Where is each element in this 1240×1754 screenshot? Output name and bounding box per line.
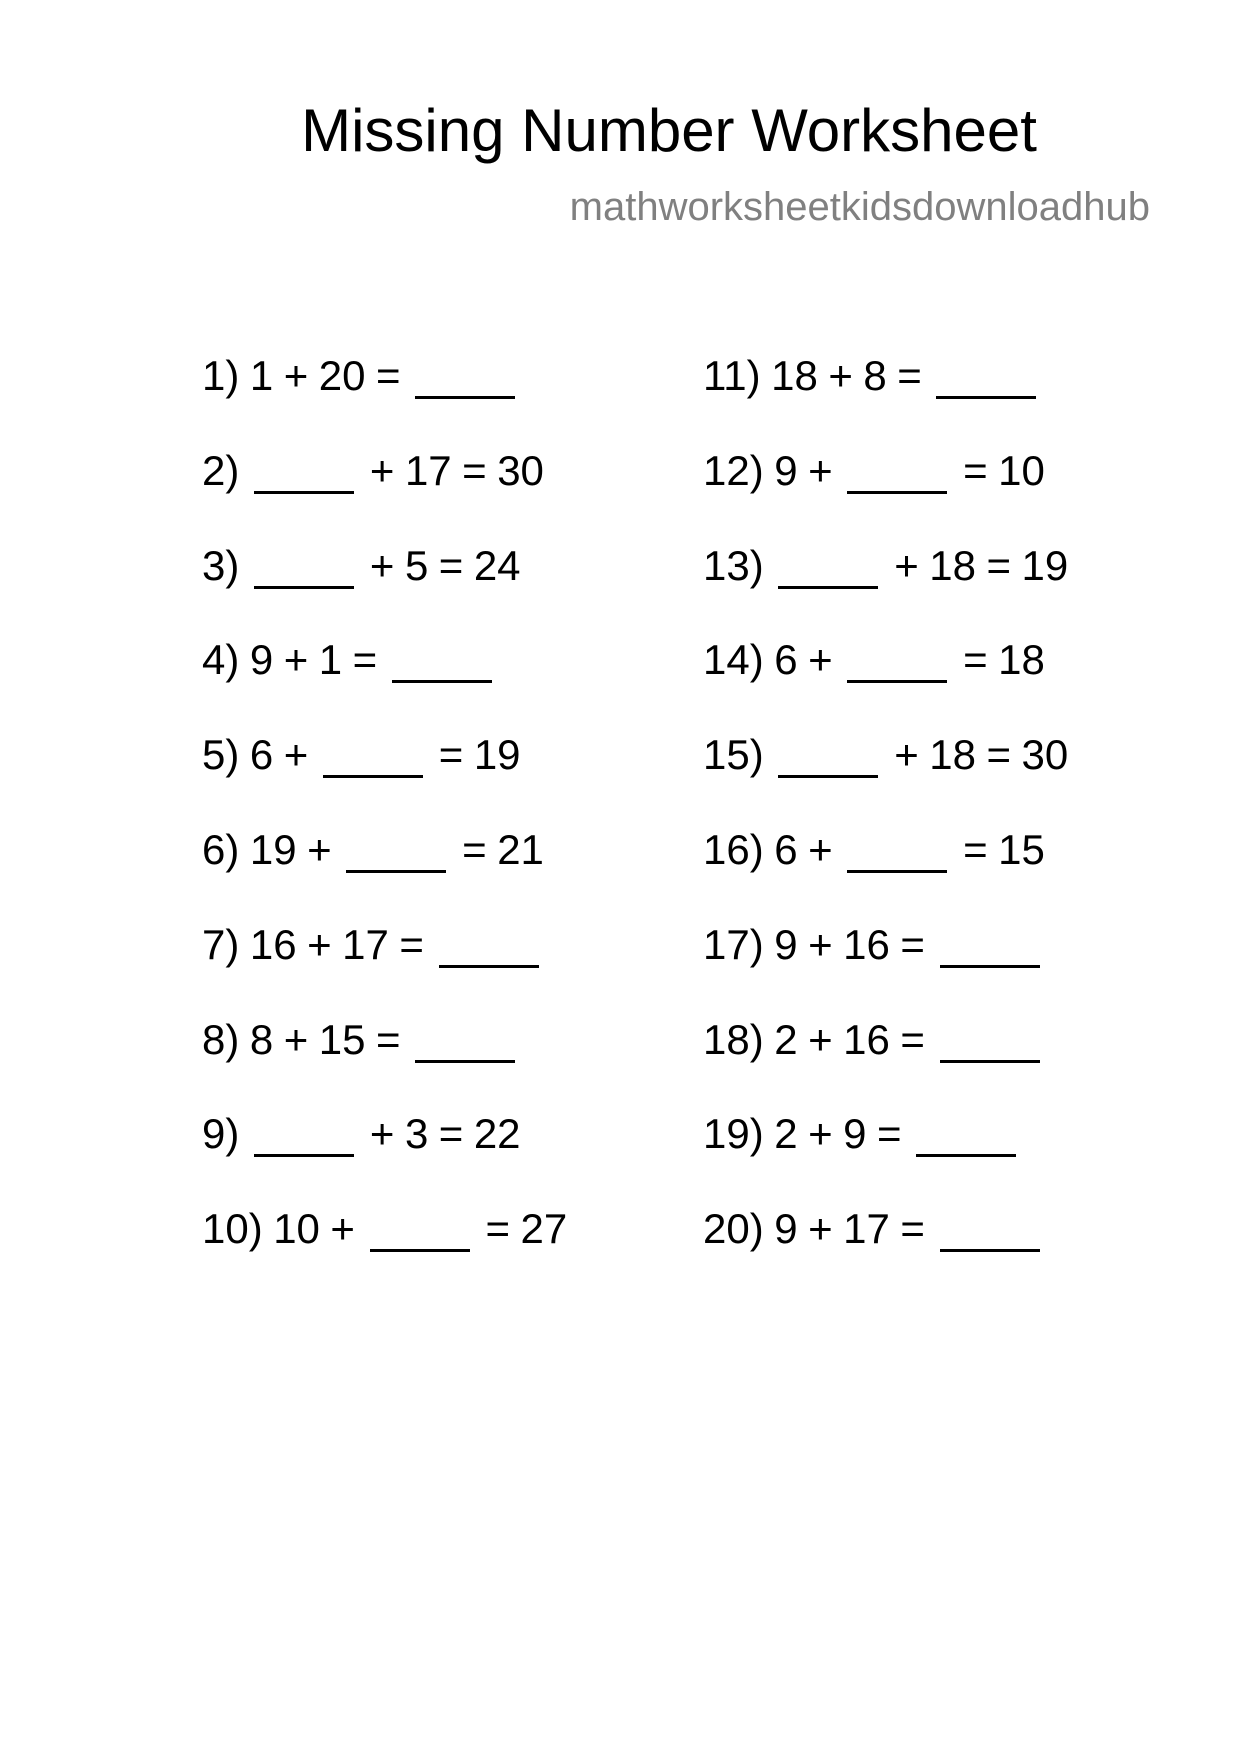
answer-blank[interactable] xyxy=(778,775,878,778)
equals-sign: = xyxy=(485,1205,511,1253)
problem-item xyxy=(202,920,578,1015)
operand: 9 xyxy=(774,1205,798,1253)
operand: 9 xyxy=(843,1110,867,1158)
problem-item xyxy=(703,1109,1079,1204)
equals-sign: = xyxy=(986,731,1012,779)
source-watermark: mathworksheetkidsdownloadhub xyxy=(569,185,1150,229)
problem-item xyxy=(703,351,1079,446)
answer-blank[interactable] xyxy=(940,965,1040,968)
problem-number: 15) xyxy=(703,731,764,779)
operand: 8 xyxy=(249,1015,274,1063)
operand: 30 xyxy=(1021,731,1069,779)
operand: 9 xyxy=(774,446,798,494)
operator: + xyxy=(283,1015,309,1063)
operand: 9 xyxy=(774,920,798,968)
operator: + xyxy=(894,541,919,589)
operand: 17 xyxy=(404,446,452,494)
answer-blank[interactable] xyxy=(415,1060,515,1063)
operand: 16 xyxy=(843,1015,890,1063)
problem-number: 2) xyxy=(202,446,240,494)
answer-blank[interactable] xyxy=(439,965,539,968)
answer-blank[interactable] xyxy=(415,396,515,399)
operand: 18 xyxy=(998,636,1045,684)
problem-number: 13) xyxy=(703,541,764,589)
problem-number: 4) xyxy=(202,636,240,684)
problem-number: 12) xyxy=(703,446,764,494)
operator: + xyxy=(307,920,332,968)
operand: 10 xyxy=(998,446,1045,494)
operand: 16 xyxy=(249,920,297,968)
problem-item xyxy=(202,446,578,541)
operand: 8 xyxy=(863,352,887,399)
operator: + xyxy=(808,1015,833,1063)
equals-sign: = xyxy=(352,636,378,684)
problem-item xyxy=(202,730,578,825)
operand: 2 xyxy=(774,1015,798,1063)
answer-blank[interactable] xyxy=(916,1154,1016,1157)
problem-number: 14) xyxy=(703,636,764,684)
operand: 6 xyxy=(249,731,274,779)
operand: 19 xyxy=(1021,541,1069,589)
problem-number: 11) xyxy=(703,352,761,399)
problem-item xyxy=(703,730,1079,825)
answer-blank[interactable] xyxy=(847,491,947,494)
problem-number: 9) xyxy=(202,1110,240,1158)
problem-number: 17) xyxy=(703,920,764,968)
operator: + xyxy=(283,731,309,779)
operand: 18 xyxy=(771,352,818,399)
equals-sign: = xyxy=(900,920,925,968)
answer-blank[interactable] xyxy=(940,1249,1040,1252)
equals-sign: = xyxy=(375,352,401,399)
operator: + xyxy=(808,1205,833,1253)
answer-blank[interactable] xyxy=(323,775,423,778)
operand: 6 xyxy=(774,636,798,684)
problem-item xyxy=(703,1204,1079,1299)
problem-number: 1) xyxy=(202,352,240,399)
problem-column-left xyxy=(202,351,578,1299)
operator: + xyxy=(828,352,853,399)
operand: 18 xyxy=(929,541,976,589)
problem-number: 3) xyxy=(202,541,240,589)
problem-item xyxy=(202,825,578,920)
answer-blank[interactable] xyxy=(847,870,947,873)
problem-item xyxy=(703,920,1079,1015)
operand: 17 xyxy=(843,1205,890,1253)
operand: 10 xyxy=(273,1205,320,1253)
answer-blank[interactable] xyxy=(346,870,446,873)
operand: 15 xyxy=(998,825,1045,873)
equals-sign: = xyxy=(462,446,487,494)
operand: 6 xyxy=(774,825,798,873)
problem-item xyxy=(202,635,578,730)
operand: 15 xyxy=(318,1015,366,1063)
equals-sign: = xyxy=(876,1110,902,1158)
operator: + xyxy=(369,446,395,494)
problem-item xyxy=(703,825,1079,920)
operand: 5 xyxy=(404,541,429,589)
operator: + xyxy=(808,1110,833,1158)
answer-blank[interactable] xyxy=(940,1060,1040,1063)
problem-number: 19) xyxy=(703,1110,764,1158)
equals-sign: = xyxy=(438,541,464,589)
equals-sign: = xyxy=(900,1205,925,1253)
answer-blank[interactable] xyxy=(847,680,947,683)
problem-item xyxy=(202,541,578,636)
answer-blank[interactable] xyxy=(936,396,1036,399)
operand: 20 xyxy=(318,352,366,399)
operator: + xyxy=(894,731,919,779)
operator: + xyxy=(369,1110,395,1158)
answer-blank[interactable] xyxy=(370,1249,470,1252)
problem-number: 16) xyxy=(703,825,764,873)
answer-blank[interactable] xyxy=(778,586,878,589)
operand: 17 xyxy=(342,920,389,968)
equals-sign: = xyxy=(897,352,922,399)
problem-item xyxy=(202,1109,578,1204)
operand: 16 xyxy=(843,920,890,968)
operand: 1 xyxy=(249,352,274,399)
operand: 22 xyxy=(473,1110,521,1158)
operator: + xyxy=(307,825,332,873)
equals-sign: = xyxy=(399,920,424,968)
operator: + xyxy=(283,636,309,684)
operator: + xyxy=(330,1205,355,1253)
equals-sign: = xyxy=(963,636,988,684)
operator: + xyxy=(808,825,833,873)
equals-sign: = xyxy=(963,825,988,873)
worksheet-title: Missing Number Worksheet xyxy=(301,97,1037,164)
problem-item xyxy=(202,351,578,446)
operand: 18 xyxy=(929,731,976,779)
problem-item xyxy=(202,1015,578,1110)
operand: 3 xyxy=(404,1110,429,1158)
problem-number: 20) xyxy=(703,1205,764,1253)
problem-number: 8) xyxy=(202,1015,240,1063)
equals-sign: = xyxy=(900,1015,925,1063)
operand: 19 xyxy=(249,825,297,873)
operand: 21 xyxy=(497,825,544,873)
equals-sign: = xyxy=(438,1110,464,1158)
problem-item xyxy=(703,541,1079,636)
answer-blank[interactable] xyxy=(254,491,354,494)
problem-number: 6) xyxy=(202,825,240,873)
operator: + xyxy=(808,446,833,494)
answer-blank[interactable] xyxy=(392,680,492,683)
problem-item xyxy=(703,635,1079,730)
problem-number: 18) xyxy=(703,1015,764,1063)
problem-number: 7) xyxy=(202,920,240,968)
operand: 9 xyxy=(249,636,274,684)
operator: + xyxy=(808,920,833,968)
answer-blank[interactable] xyxy=(254,1154,354,1157)
equals-sign: = xyxy=(963,446,988,494)
operator: + xyxy=(369,541,395,589)
operand: 27 xyxy=(520,1205,568,1253)
problem-item xyxy=(703,446,1079,541)
operand: 24 xyxy=(473,541,521,589)
equals-sign: = xyxy=(375,1015,401,1063)
operand: 1 xyxy=(318,636,343,684)
equals-sign: = xyxy=(462,825,487,873)
operand: 19 xyxy=(473,731,521,779)
equals-sign: = xyxy=(438,731,464,779)
operand: 30 xyxy=(497,446,544,494)
operator: + xyxy=(808,636,833,684)
problem-item xyxy=(202,1204,578,1299)
equals-sign: = xyxy=(986,541,1012,589)
problem-number: 5) xyxy=(202,731,240,779)
problem-column-right xyxy=(703,351,1079,1299)
problem-item xyxy=(703,1015,1079,1110)
answer-blank[interactable] xyxy=(254,586,354,589)
problem-number: 10) xyxy=(202,1205,263,1253)
operand: 2 xyxy=(774,1110,798,1158)
operator: + xyxy=(283,352,309,399)
